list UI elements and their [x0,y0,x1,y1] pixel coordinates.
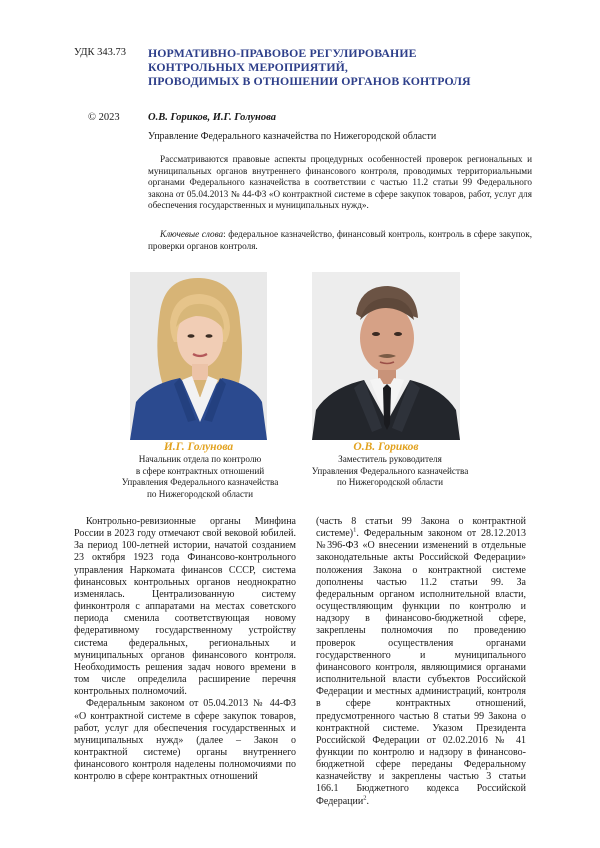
caption-line: Управления Федерального казначейства [311,465,469,476]
keywords [148,229,532,252]
person-name: И.Г. Голунова [163,441,234,453]
article-title [148,46,548,88]
person-caption [90,454,310,500]
abstract-text: Рассматриваются правовые аспекты процедурных особенностей проверок региональных и муниципальных органов внутреннего финансового контроля, проводимых территориальными органами Федерального казначейства в соответствии с частью 11.2 статьи 99 Федерального закона от 05.04.2013 № 44-ФЗ «О контрактной системе в сфере закупок товаров, работ, услуг для обеспечения государственных и муниципальных нужд». [148,154,532,211]
body-paragraph [316,516,526,808]
title-line: КОНТРОЛЬНЫХ МЕРОПРИЯТИЙ, [148,60,348,74]
caption-line: по Нижегородской области [337,477,443,487]
body-paragraph: Контрольно-ревизионные органы Минфина России в 2023 году отмечают свой вековой юбилей. За период 100-летней истории, начатой созданием 23 октября 1923 года Финансово-контрольного управления Наркомата финансов СССР, система финансовых контрольных органов неоднократно изменялась. Централизованную систему финконтроля с аппаратами на местах советского периода сменила соответствующая новому федеративному государственному устройству система федеральных, региональных и муниципальных органов финансового контроля. Необходимость решения задач нового времени в том числе определила расширение перечня контрольных полномочий. [74,516,296,698]
portrait-woman-icon [130,272,267,440]
body-column-right [316,516,526,808]
caption-line: Управления Федерального казначейства [121,477,279,487]
udk-code: УДК 343.73 [74,47,127,58]
body-column-left [74,516,296,783]
person-caption [290,454,490,489]
affiliation: Управление Федерального казначейства по Нижегородской области [148,131,437,142]
body-paragraph: Федеральным законом от 05.04.2013 № 44-ФЗ «О контрактной системе в сфере закупок товаров, работ, услуг для обеспечения государственных и муниципальных нужд» (далее – Закон о контрактной системе) органы внутреннего финансового контроля наделены полномочиями по контролю в сфере контрактных отношений [74,698,296,783]
footnote-ref[interactable]: 1 [353,526,357,534]
title-line: ПРОВОДИМЫХ В ОТНОШЕНИИ ОРГАНОВ КОНТРОЛЯ [148,74,471,88]
keywords-text: : федеральное казначейство, финансовый контроль, контроль в сфере закупок, проверки органов контроля. [148,229,532,251]
body-text: . [366,795,369,807]
caption-line: в сфере контрактных отношений [135,465,265,476]
caption-line: Начальник отдела по контролю [138,454,262,464]
authors: О.В. Гориков, И.Г. Голунова [148,112,276,123]
caption-line: по Нижегородской области [147,488,253,499]
caption-line: Заместитель руководителя [338,454,442,464]
keywords-label: Ключевые слова [160,229,224,239]
title-line: НОРМАТИВНО-ПРАВОВОЕ РЕГУЛИРОВАНИЕ [148,46,417,60]
body-text: . Федеральным законом от 28.12.2013 №396-ФЗ «О внесении изменений в отдельные законодательные акты Российской Федерации» положения Закона о контрактной системе дополнены частью 11.2 статьи 99. За федеральным органом исполнительной власти, осуществляющим функции по контролю и надзору в финансово-бюджетной сфере, закреплены полномочия по проведению проверок осуществления органами государственного и муниципального финансового контроля, являющимися органами исполнительной власти субъектов Российской Федерации и местных администраций, контроля в сфере контрактных отношений, предусмотренного частью 8 статьи 99 Закона о контрактной системе. Указом Президента Российской Федерации от 02.02.2016 № 41 функции по контролю и надзору в финансово-бюджетной сфере переданы Федеральному казначейству и закреплены частью 3 статьи 166.1 Бюджетного кодекса Российской Федерации [316,528,526,807]
copyright: © 2023 [88,112,120,123]
portrait-woman-photo [130,272,267,440]
portrait-man-icon [312,272,460,440]
body-text: (часть 8 статьи 99 Закона о контрактной системе) [316,516,526,540]
footnote-ref[interactable]: 2 [363,794,367,802]
portrait-man-photo [312,272,460,440]
person-name: О.В. Гориков [353,441,419,453]
abstract [148,154,532,212]
